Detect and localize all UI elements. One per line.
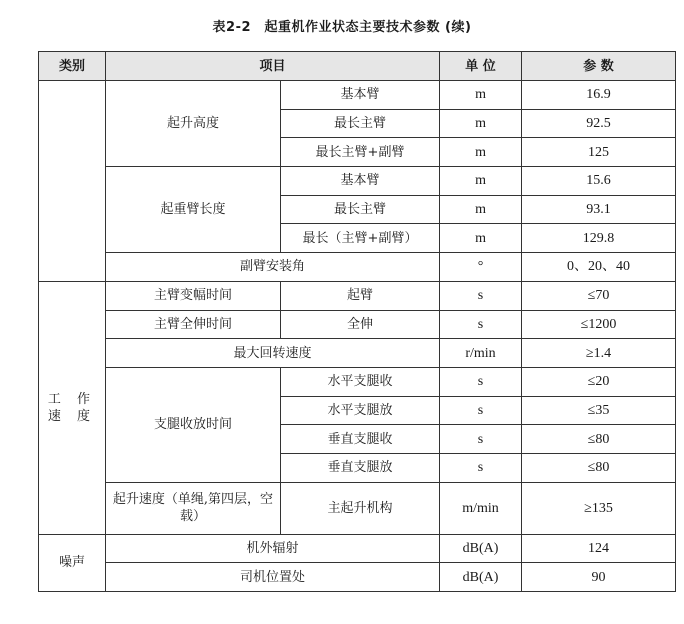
sub-item: 基本臂 [281,81,440,110]
header-unit: 单 位 [440,52,522,81]
category-noise: 噪声 [39,534,106,591]
table-row [39,281,676,310]
value-cell: ≤20 [522,367,676,396]
value-cell: 16.9 [522,81,676,110]
unit-cell: s [440,367,522,396]
table-row [39,339,676,368]
item-label: 起升高度 [106,81,281,167]
category-work-speed: 工 作 速 度 [39,281,106,534]
value-cell: 15.6 [522,167,676,196]
table-row [39,534,676,563]
table-row [39,310,676,339]
value-cell: 90 [522,563,676,592]
table-row [39,253,676,282]
unit-cell: s [440,281,522,310]
header-category: 类别 [39,52,106,81]
table-row [39,81,676,110]
value-cell: ≤80 [522,453,676,482]
sub-item: 基本臂 [281,167,440,196]
unit-cell: m [440,195,522,224]
table-row [39,482,676,534]
item-label: 机外辐射 [106,534,440,563]
sub-item: 最长主臂 [281,195,440,224]
sub-item: 水平支腿收 [281,367,440,396]
header-param: 参 数 [522,52,676,81]
item-label: 副臂安装角 [106,253,440,282]
unit-cell: m [440,109,522,138]
sub-item: 最长主臂 [281,109,440,138]
unit-cell: dB(A) [440,563,522,592]
sub-item: 水平支腿放 [281,396,440,425]
header-item: 项目 [106,52,440,81]
unit-cell: m [440,224,522,253]
unit-cell: s [440,453,522,482]
item-label: 最大回转速度 [106,339,440,368]
sub-item: 起臂 [281,281,440,310]
value-cell: ≥135 [522,482,676,534]
value-cell: ≤80 [522,425,676,454]
unit-cell: m [440,81,522,110]
unit-cell: ° [440,253,522,282]
value-cell: 92.5 [522,109,676,138]
unit-cell: dB(A) [440,534,522,563]
category-empty [39,81,106,282]
unit-cell: m/min [440,482,522,534]
table-title: 表2-2 起重机作业状态主要技术参数 (续) [212,20,472,35]
unit-cell: r/min [440,339,522,368]
value-cell: 124 [522,534,676,563]
unit-cell: s [440,310,522,339]
item-label: 支腿收放时间 [106,367,281,482]
value-cell: 129.8 [522,224,676,253]
item-label: 主臂全伸时间 [106,310,281,339]
sub-item: 最长（主臂+副臂） [281,224,440,253]
item-label: 司机位置处 [106,563,440,592]
sub-item: 垂直支腿放 [281,453,440,482]
sub-item: 全伸 [281,310,440,339]
value-cell: 125 [522,138,676,167]
value-cell: ≤70 [522,281,676,310]
spec-table [38,51,676,592]
unit-cell: m [440,138,522,167]
unit-cell: s [440,396,522,425]
value-cell: 0、20、40 [522,253,676,282]
sub-item: 主起升机构 [281,482,440,534]
sub-item: 最长主臂+副臂 [281,138,440,167]
unit-cell: s [440,425,522,454]
unit-cell: m [440,167,522,196]
header-row [39,52,676,81]
sub-item: 垂直支腿收 [281,425,440,454]
item-label: 起升速度（单绳,第四层，空载） [106,482,281,534]
value-cell: ≤1200 [522,310,676,339]
table-row [39,167,676,196]
value-cell: ≤35 [522,396,676,425]
item-label: 起重臂长度 [106,167,281,253]
value-cell: 93.1 [522,195,676,224]
table-row [39,367,676,396]
value-cell: ≥1.4 [522,339,676,368]
item-label: 主臂变幅时间 [106,281,281,310]
table-row [39,563,676,592]
